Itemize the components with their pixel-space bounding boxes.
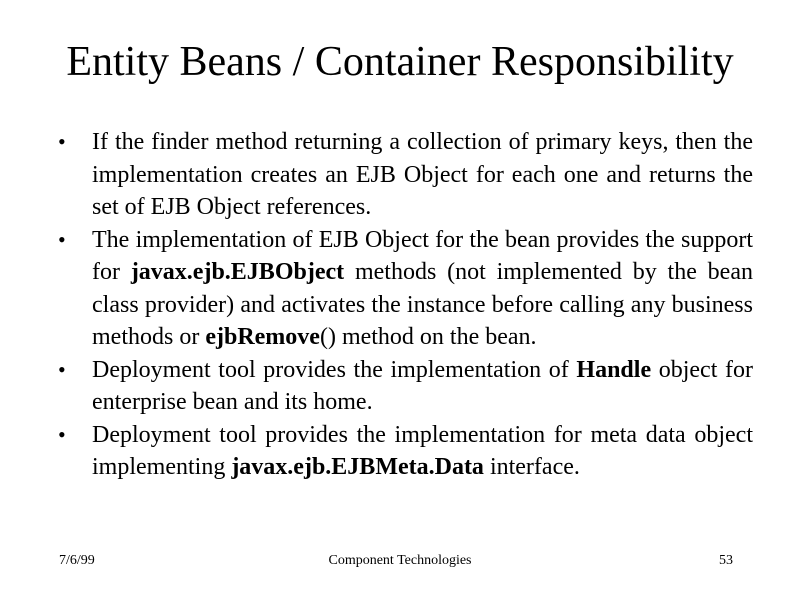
bullet-text <box>92 129 753 220</box>
bullet-text-segment: Deployment tool provides the implementation for meta data object implementing <box>92 421 753 480</box>
bullet-text-segment: Deployment tool provides the implementation of <box>92 356 577 383</box>
bullet-text <box>92 357 753 416</box>
code-term-handle: Handle <box>576 356 652 383</box>
bullet-text-segment: If the finder method returning a collection of primary keys, then the implementation creates an EJB Object for each one and returns the set of EJB Object references. <box>92 129 753 220</box>
bullet-icon: • <box>58 421 66 447</box>
code-term-ejbremove: ejbRemove <box>205 324 320 350</box>
bullet-text <box>92 422 753 481</box>
bullet-item <box>56 126 753 224</box>
bullet-text <box>92 227 753 351</box>
footer-date: 7/6/99 <box>59 553 95 568</box>
bullet-list <box>56 126 753 484</box>
bullet-icon: • <box>58 356 66 382</box>
bullet-text-segment: The implementation of EJB Object for the bean provides the support for <box>92 226 753 285</box>
bullet-text-segment: methods (not implemented by the bean class provider) and activates the instance before calling any business methods or <box>92 259 753 350</box>
bullet-item <box>56 419 753 484</box>
bullet-icon: • <box>58 129 66 154</box>
bullet-text-segment: object for enterprise bean and its home. <box>92 356 753 415</box>
bullet-text-segment: () method on the bean. <box>319 324 537 350</box>
bullet-item <box>56 224 753 354</box>
page-number: 53 <box>719 553 733 568</box>
bullet-icon: • <box>58 226 66 252</box>
slide-title: Entity Beans / Container Responsibility <box>66 39 734 85</box>
bullet-text-segment: interface. <box>483 454 580 480</box>
bullet-item <box>56 354 753 419</box>
code-term-ejbmetadata: javax.ejb.EJBMeta.Data <box>231 454 484 480</box>
footer-title: Component Technologies <box>328 553 472 568</box>
code-term-ejbobject: javax.ejb.EJBObject <box>130 259 345 285</box>
